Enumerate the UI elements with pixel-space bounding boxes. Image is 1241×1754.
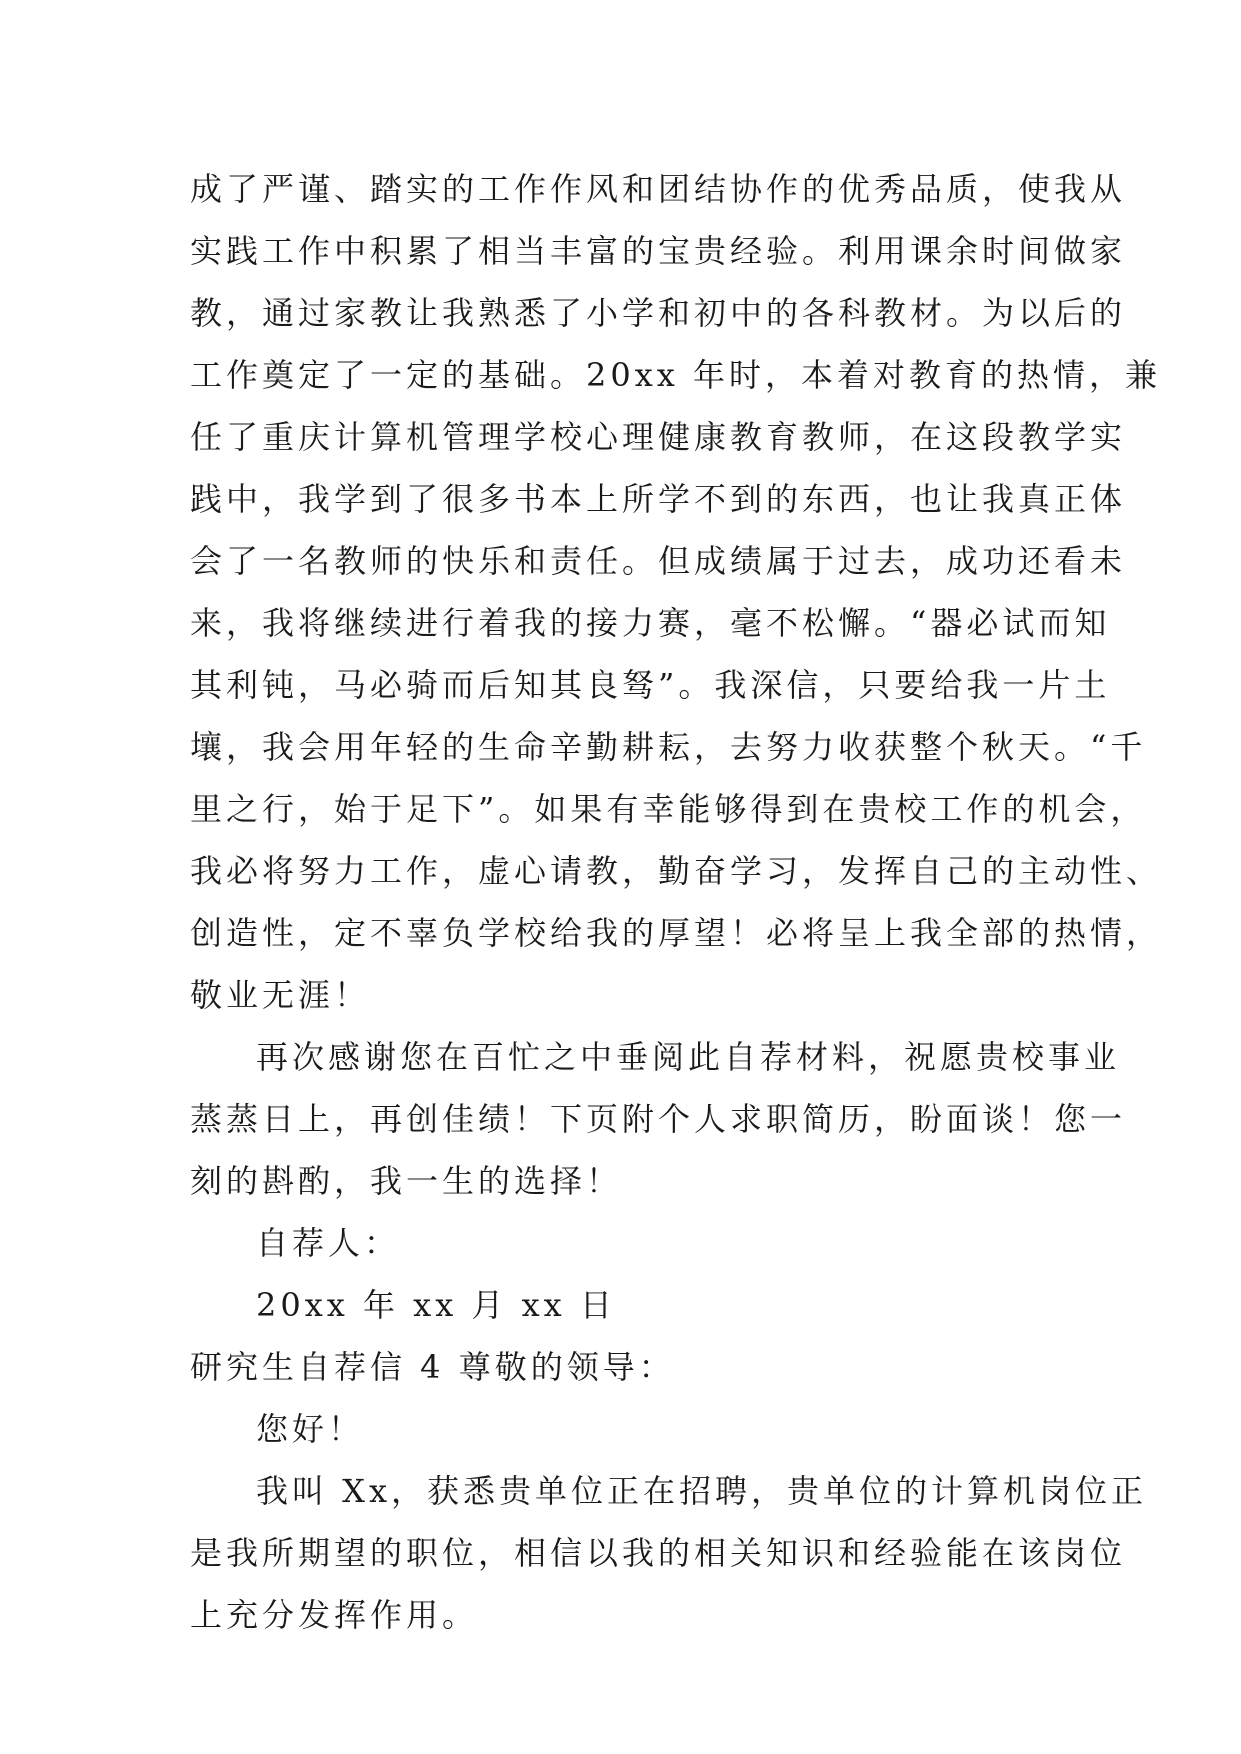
text-line: 我必将努力工作，虚心请教，勤奋学习，发挥自己的主动性、: [190, 852, 1163, 890]
greeting: 您好！: [256, 1410, 365, 1448]
text-line: 上充分发挥作用。: [190, 1596, 479, 1634]
text-line: 其利钝，马必骑而后知其良驽”。我深信，只要给我一片土: [190, 666, 1111, 704]
text-line: 实践工作中积累了相当丰富的宝贵经验。利用课余时间做家: [190, 232, 1127, 270]
paragraph-start-line: 我叫 Xx，获悉贵单位正在招聘，贵单位的计算机岗位正: [256, 1472, 1148, 1510]
text-line: 敬业无涯！: [190, 976, 371, 1014]
text-line: 刻的斟酌，我一生的选择！: [190, 1162, 623, 1200]
text-line: 里之行，始于足下”。如果有幸能够得到在贵校工作的机会，: [190, 790, 1147, 828]
section-heading: 研究生自荐信 4 尊敬的领导：: [190, 1348, 675, 1386]
text-line: 壤，我会用年轻的生命辛勤耕耘，去努力收获整个秋天。“千: [190, 728, 1147, 766]
text-line: 工作奠定了一定的基础。20xx 年时，本着对教育的热情，兼: [190, 356, 1161, 394]
text-line: 任了重庆计算机管理学校心理健康教育教师，在这段教学实: [190, 418, 1127, 456]
signature-date: 20xx 年 xx 月 xx 日: [256, 1286, 616, 1324]
signature-label: 自荐人：: [256, 1224, 401, 1262]
text-line: 创造性，定不辜负学校给我的厚望！必将呈上我全部的热情，: [190, 914, 1163, 952]
text-line: 蒸蒸日上，再创佳绩！下页附个人求职简历，盼面谈！您一: [190, 1100, 1127, 1138]
text-line: 来，我将继续进行着我的接力赛，毫不松懈。“器必试而知: [190, 604, 1111, 642]
text-line: 是我所期望的职位，相信以我的相关知识和经验能在该岗位: [190, 1534, 1127, 1572]
text-line: 践中，我学到了很多书本上所学不到的东西，也让我真正体: [190, 480, 1127, 518]
text-line: 成了严谨、踏实的工作作风和团结协作的优秀品质，使我从: [190, 170, 1127, 208]
paragraph-start-line: 再次感谢您在百忙之中垂阅此自荐材料，祝愿贵校事业: [256, 1038, 1121, 1076]
text-line: 教，通过家教让我熟悉了小学和初中的各科教材。为以后的: [190, 294, 1127, 332]
text-line: 会了一名教师的快乐和责任。但成绩属于过去，成功还看未: [190, 542, 1127, 580]
letter-body: [190, 158, 1163, 1646]
